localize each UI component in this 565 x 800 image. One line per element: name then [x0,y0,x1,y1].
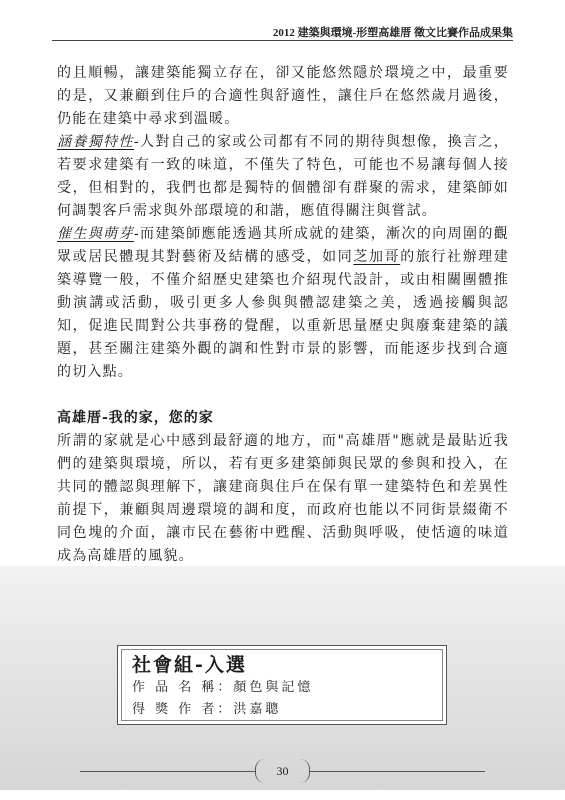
term-cultivate-uniqueness: 涵養獨特性 [57,134,134,150]
work-title-label: 作 品 名 稱： [132,680,234,695]
page-number: 30 [255,759,310,783]
place-name-chicago: 芝加哥 [353,249,401,265]
header-title: 2012 建築與環境-形塑高雄厝 徵文比賽作品成果集 [272,27,513,39]
term-germination: 催生與萌芽 [57,226,134,242]
paragraph-3-text-b: 的旅行社辦理建築導覽一般，不僅介紹歷史建築也介紹現代設計，或由相關團體推動演講或活動，吸引更多人參與與體認建築之美，透過接觸與認知，促進民間對公共事務的覺醒，以重新思量歷史與廢棄建築的議題，甚至關注建築外觀的調和性對市景的影響，而能逐步找到合適的切入點。 [57,249,509,380]
article-body [57,62,509,568]
award-box-inner [121,649,443,721]
award-box [117,645,447,725]
paragraph-2 [57,131,509,223]
footer-rule-left [80,771,255,772]
section-spacer [57,384,509,407]
paragraph-3 [57,223,509,384]
section-title: 高雄厝-我的家，您的家 [57,410,214,426]
paragraph-2-text: -人對自己的家或公司都有不同的期待與想像，換言之，若要求建築有一致的味道，不僅失了特色，可能也不易讓每個人接受，但相對的，我們也都是獨特的個體卻有群聚的需求，建築師如何調製客戶需求與外部環境的和諧，應值得關注與嘗試。 [57,134,510,219]
paragraph-4: 所謂的家就是心中感到最舒適的地方，而"高雄厝"應就是最貼近我們的建築與環境，所以，若有更多建築師與民眾的參與和投入，在共同的體認與理解下，讓建商與住戶在保有單一建築特色和差異性前提下，兼顧與周邊環境的調和度，而政府也能以不同街景綴衛不同色塊的介面，讓市民在藝術中甦醒、活動與呼吸，使恬適的味道成為高雄厝的風貌。 [57,433,509,564]
paragraph-3-text-a: -而建築師應能透過其所成就的建築，漸次的向周圍的觀眾或居民體現其對藝術及結構的感受，如同 [57,226,510,265]
header-rule [52,40,513,41]
author-name: 洪嘉聰 [233,702,282,717]
author-label: 得 獎 作 者： [132,702,234,717]
footer-rule-right [310,771,485,772]
paragraph-1: 的且順暢，讓建築能獨立存在，卻又能悠然隱於環境之中，最重要的是，又兼顧到住戶的合適性與舒適性，讓住戶在悠然歲月過後，仍能在建築中尋求到溫暖。 [57,65,509,127]
award-heading: 社會組-入選 [132,654,247,676]
award-work-line [132,677,432,699]
work-title: 顏色與記憶 [233,680,314,695]
award-author-line [132,699,432,721]
